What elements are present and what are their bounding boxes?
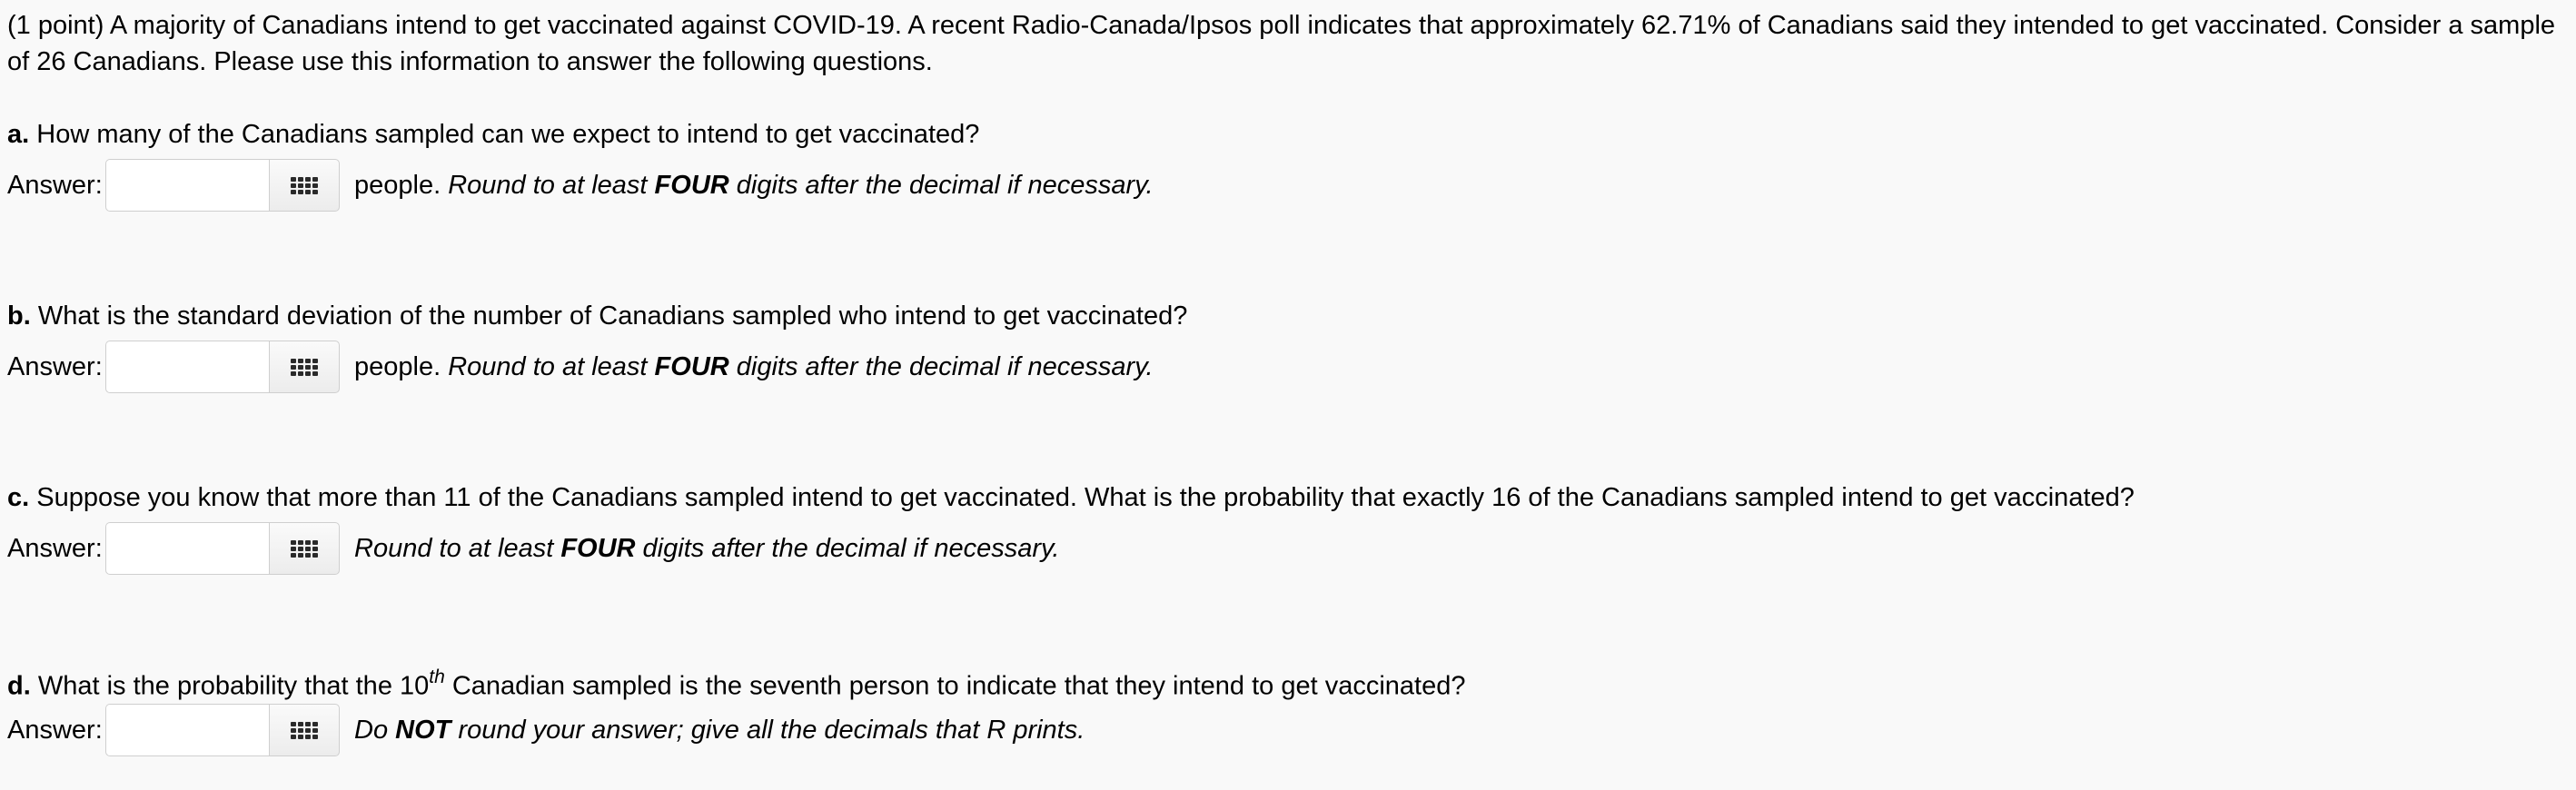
hint-emphasis: FOUR [560,533,636,563]
points-label: (1 point) [7,11,104,40]
question-letter: c. [7,483,30,512]
hint-emphasis: FOUR [654,351,729,381]
answer-a-input[interactable] [105,159,269,212]
question-text: Suppose you know that more than 11 of the Canadians sampled intend to get vaccinated. What is the probability that exactly 16 of the Canadians sampled intend to get vaccinated? [36,483,2135,512]
question-text: What is the probability that the 10 [37,671,430,701]
keypad-button[interactable] [269,522,340,575]
hint-text: Round to at least [354,533,561,563]
answer-input-group [105,704,340,756]
intro-text: A majority of Canadians intend to get vaccinated against COVID-19. A recent Radio-Canada/Ipsos poll indicates that approximately 62.71% of Canadians said they intended to get vaccinated. Consider a sample of 26 Canadians. Please use this information to answer the following questions. [7,11,2556,76]
answer-d-input[interactable] [105,704,269,756]
answer-label: Answer: [7,533,103,563]
keypad-button[interactable] [269,341,340,393]
grid-keypad-icon [291,722,318,739]
hint-text-end: round your answer; give all the decimals that R prints. [451,715,1085,745]
question-letter: b. [7,301,31,331]
question-letter: d. [7,671,31,701]
answer-input-group [105,522,340,575]
question-d [7,661,1465,757]
question-text: How many of the Canadians sampled can we expect to intend to get vaccinated? [36,120,980,149]
hint-text-end: digits after the decimal if necessary. [728,170,1154,200]
hint-text-end: digits after the decimal if necessary. [635,533,1060,563]
answer-label: Answer: [7,715,103,745]
answer-label: Answer: [7,170,103,200]
unit-label: people. [354,170,441,200]
keypad-button[interactable] [269,159,340,212]
keypad-button[interactable] [269,704,340,756]
question-letter: a. [7,120,30,149]
unit-label: people. [354,351,441,381]
grid-keypad-icon [291,359,318,376]
question-text: What is the standard deviation of the number of Canadians sampled who intend to get vaccinated? [37,301,1188,331]
answer-input-group [105,159,340,212]
hint-emphasis: NOT [395,715,451,745]
problem-intro [7,7,2569,80]
hint-text: Round to at least [448,170,655,200]
grid-keypad-icon [291,540,318,558]
ordinal-superscript: th [429,667,445,687]
grid-keypad-icon [291,177,318,194]
hint-text-end: digits after the decimal if necessary. [728,351,1154,381]
answer-c-input[interactable] [105,522,269,575]
question-c [7,479,2135,576]
question-text-end: Canadian sampled is the seventh person to indicate that they intend to get vaccinated? [444,671,1466,701]
hint-text: Do [354,715,396,745]
hint-emphasis: FOUR [654,170,729,200]
question-a [7,116,1154,212]
answer-label: Answer: [7,351,103,381]
question-b [7,298,1187,394]
hint-text: Round to at least [448,351,655,381]
answer-input-group [105,341,340,393]
answer-b-input[interactable] [105,341,269,393]
